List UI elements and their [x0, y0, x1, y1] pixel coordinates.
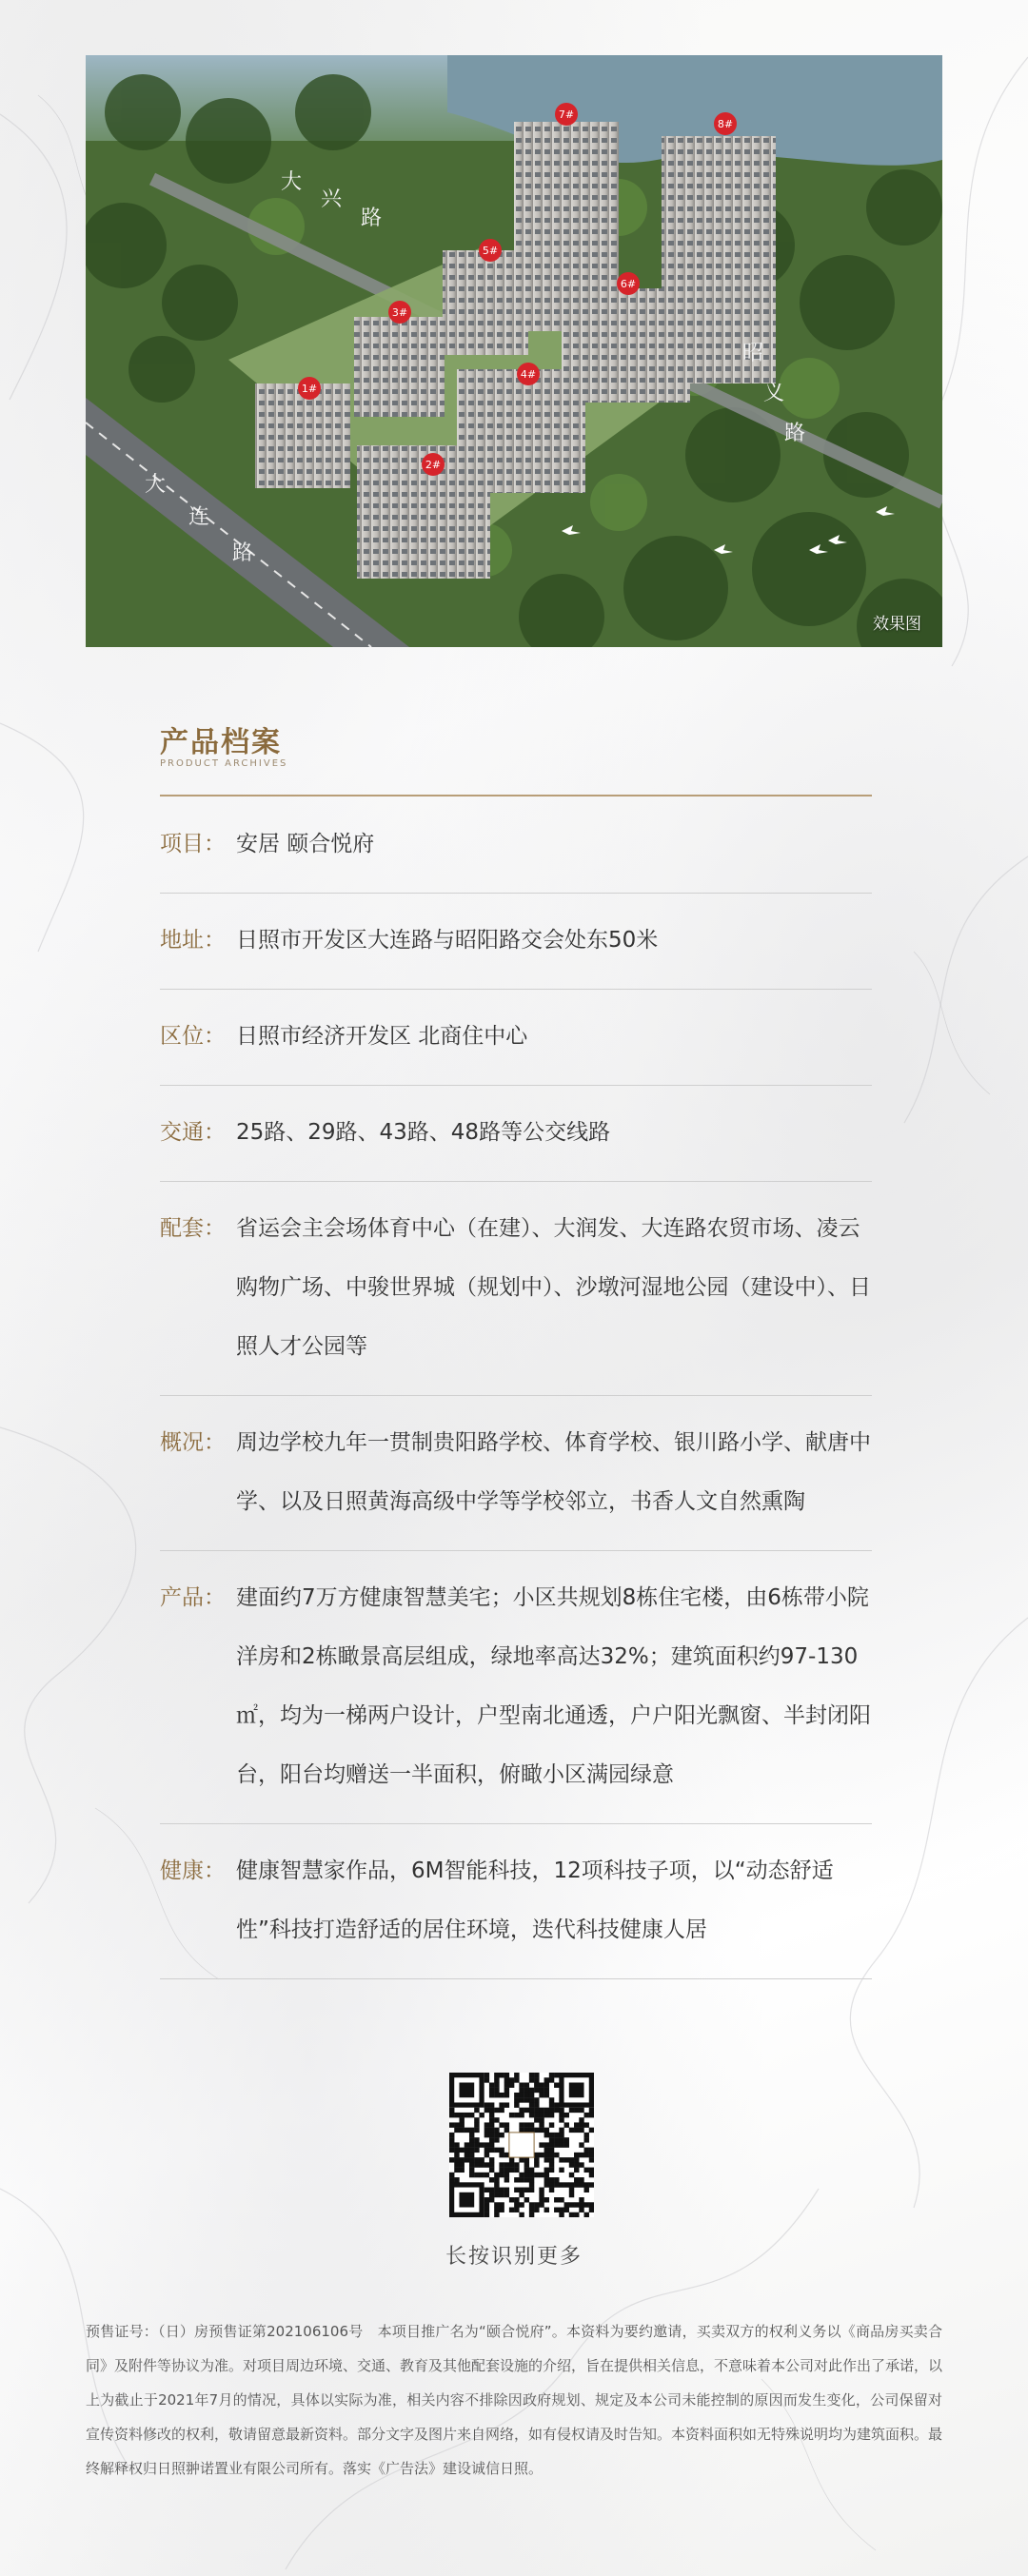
building-badge	[555, 103, 578, 126]
svg-text:7#: 7#	[558, 108, 575, 121]
row-value: 建面约7万方健康智慧美宅；小区共规划8栋住宅楼，由6栋带小院洋房和2栋瞰景高层组成，绿地率高达32%；建筑面积约97-130㎡，均为一梯两户设计，户型南北通透，户户阳光飘窗、半封闭阳台，阳台均赠送一半面积，俯瞰小区满园绿意	[236, 1585, 871, 1787]
road-label: 路	[232, 541, 254, 565]
row-label: 地址：	[160, 928, 226, 953]
row-label: 产品：	[160, 1585, 226, 1610]
legal-disclaimer: 预售证号：（日）房预售证第202106106号 本项目推广名为“颐合悦府”。本资料为要约邀请，买卖双方的权利义务以《商品房买卖合同》及附件等协议为准。对项目周边环境、交通、教育及其他配套设施的介绍，旨在提供相关信息，不意味着本公司对此作出了承诺，以上为截止于2021年7月的情况，具体以实际为准，相关内容不排除因政府规划、规定及本公司未能控制的原因而发生变化，公司保留对宣传资料修改的权利，敬请留意最新资料。部分文字及图片来自网络，如有侵权请及时告知。本资料面积如无特殊说明均为建筑面积。最终解释权归日照翀诺置业有限公司所有。落实《广告法》建设诚信日照。	[86, 2323, 943, 2477]
building-badge	[617, 272, 640, 295]
row-value: 25路、29路、43路、48路等公交线路	[236, 1120, 611, 1145]
svg-text:3#: 3#	[391, 306, 408, 319]
archive-row-transport	[160, 1086, 872, 1182]
section-subtitle: PRODUCT ARCHIVES	[160, 758, 288, 769]
row-value: 日照市开发区大连路与昭阳路交会处东50米	[236, 928, 659, 953]
row-value: 安居 颐合悦府	[236, 832, 375, 856]
archive-list	[160, 797, 872, 1979]
row-label: 健康：	[160, 1858, 226, 1883]
building-badge	[388, 301, 411, 324]
archive-row-health	[160, 1824, 872, 1979]
row-value: 日照市经济开发区 北商住中心	[236, 1024, 528, 1049]
title-divider	[160, 795, 872, 796]
archive-row-product	[160, 1551, 872, 1824]
building-badge	[479, 239, 502, 262]
qr-caption: 长按识别更多	[445, 2245, 583, 2269]
archive-row-location	[160, 990, 872, 1086]
hero-aerial-rendering	[86, 55, 942, 647]
road-label: 路	[361, 206, 383, 230]
svg-text:6#: 6#	[620, 278, 637, 290]
svg-text:4#: 4#	[520, 368, 537, 381]
road-label: 路	[784, 422, 806, 445]
archive-row-overview	[160, 1396, 872, 1551]
row-label: 区位：	[160, 1024, 226, 1049]
road-label: 兴	[321, 187, 343, 211]
aerial-illustration	[86, 55, 942, 647]
building-badge	[517, 363, 540, 385]
row-value: 健康智慧家作品，6M智能科技，12项科技子项，以“动态舒适性”科技打造舒适的居住环境，迭代科技健康人居	[236, 1858, 834, 1942]
row-value: 省运会主会场体育中心（在建）、大润发、大连路农贸市场、凌云购物广场、中骏世界城（规划中）、沙墩河湿地公园（建设中）、日照人才公园等	[236, 1216, 871, 1359]
road-label: 昭	[742, 342, 764, 365]
section-title: 产品档案	[160, 726, 282, 759]
row-label: 配套：	[160, 1216, 226, 1241]
svg-text:1#: 1#	[301, 383, 318, 395]
qr-code-icon	[449, 2073, 594, 2217]
archive-row-facilities	[160, 1182, 872, 1396]
svg-text:5#: 5#	[482, 245, 499, 257]
qr-code[interactable]	[449, 2073, 594, 2217]
road-label: 大	[281, 170, 303, 194]
svg-text:2#: 2#	[425, 459, 442, 471]
road-label: 大	[145, 473, 167, 497]
row-label: 项目：	[160, 832, 226, 856]
road-label: 义	[763, 382, 785, 405]
row-label: 概况：	[160, 1430, 226, 1455]
rendering-caption: 效果图	[873, 615, 921, 634]
archive-row-project	[160, 797, 872, 894]
svg-text:8#: 8#	[717, 118, 734, 130]
building-badge	[714, 112, 737, 135]
building-badge	[298, 377, 321, 400]
archive-row-address	[160, 894, 872, 990]
row-value: 周边学校九年一贯制贵阳路学校、体育学校、银川路小学、献唐中学、以及日照黄海高级中学等学校邻立，书香人文自然熏陶	[236, 1430, 871, 1514]
row-label: 交通：	[160, 1120, 226, 1145]
building-badge	[422, 453, 445, 476]
road-label: 连	[188, 505, 210, 529]
